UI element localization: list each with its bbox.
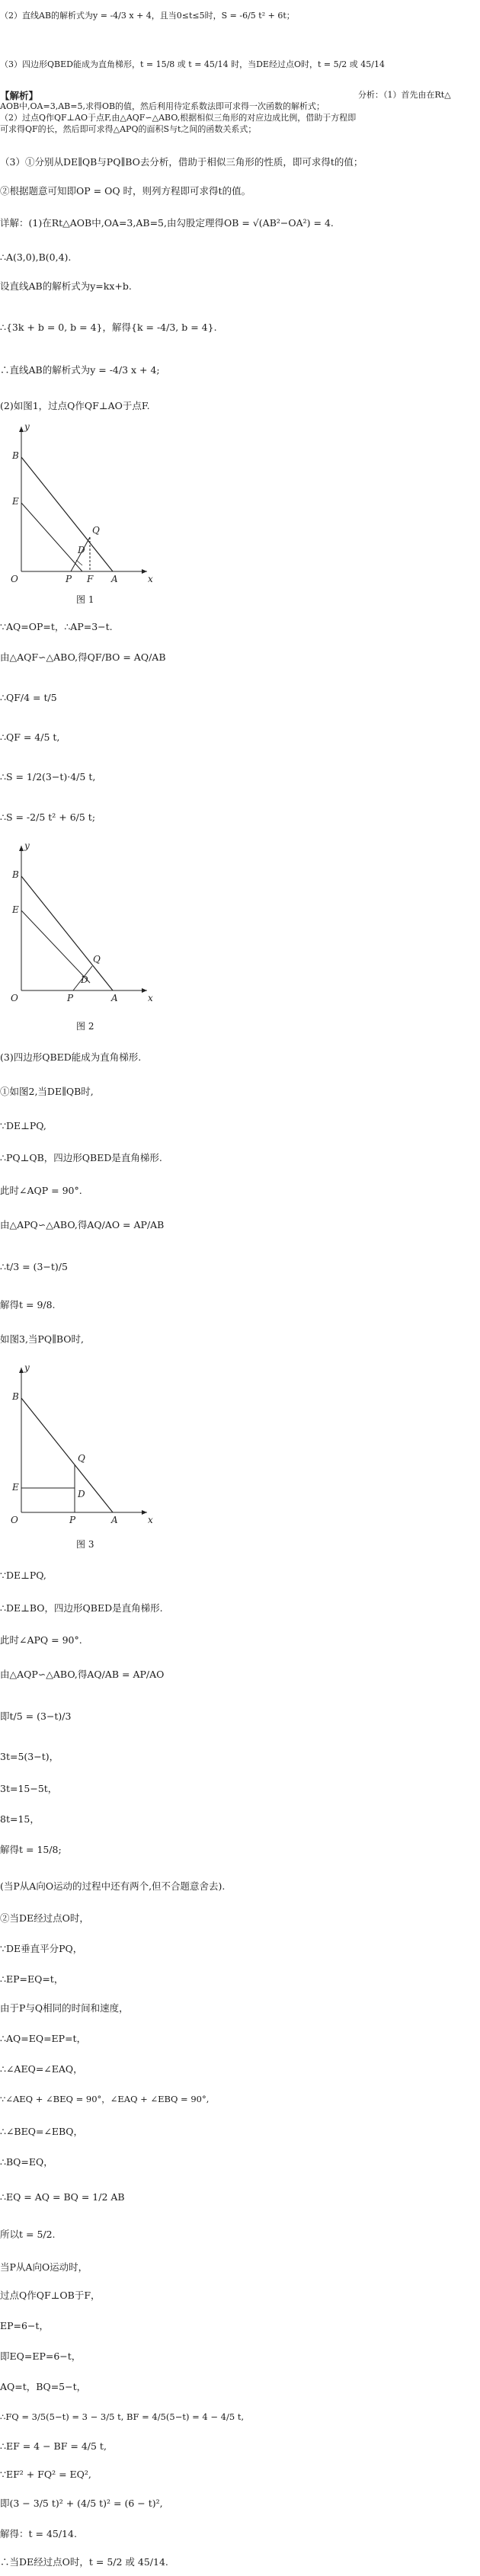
svg-text:O: O xyxy=(11,993,18,1003)
solution-line-42: 所以t = 5/2. xyxy=(0,2229,56,2240)
svg-text:E: E xyxy=(12,1482,19,1493)
figure-3-diagram xyxy=(6,1360,158,1535)
solution-line-5: ∴直线AB的解析式为y = -4/3 x + 4; xyxy=(0,364,160,376)
svg-text:O: O xyxy=(11,1515,18,1525)
svg-text:B: B xyxy=(12,1391,19,1402)
svg-text:F: F xyxy=(87,574,94,584)
svg-text:B: B xyxy=(12,450,19,461)
svg-text:P: P xyxy=(67,993,74,1003)
analysis-line-1: AOB中,OA=3,AB=5,求得OB的值，然后利用待定系数法即可求得一次函数的解析式； xyxy=(0,101,325,111)
solution-line-34: ∴EP=EQ=t， xyxy=(0,1973,64,1985)
svg-text:O: O xyxy=(11,574,18,584)
solution-line-24: 此时∠APQ = 90°. xyxy=(0,1634,82,1646)
solution-line-22: ∵DE⊥PQ, xyxy=(0,1570,46,1581)
solution-line-52: 解得：t = 45/14. xyxy=(0,2528,77,2539)
solution-line-41: ∴EQ = AQ = BQ = 1/2 AB xyxy=(0,2191,125,2203)
solution-line-18: 由△APQ∽△ABO,得AQ/AO = AP/AB xyxy=(0,1219,165,1230)
solution-line-7: ∵AQ=OP=t，∴AP=3−t. xyxy=(0,621,113,632)
svg-text:Q: Q xyxy=(92,525,100,536)
solution-line-28: 3t=15−5t， xyxy=(0,1783,58,1794)
svg-text:B: B xyxy=(12,869,19,880)
solution-line-39: ∴∠BEQ=∠EBQ， xyxy=(0,2126,83,2137)
solution-line-10: ∴QF = 4/5 t, xyxy=(0,731,60,743)
solution-line-32: ②当DE经过点O时， xyxy=(0,1912,89,1924)
solution-line-38: ∵∠AEQ + ∠BEQ = 90°，∠EAQ + ∠EBQ = 90°, xyxy=(0,2094,210,2104)
solution-line-2: ∴A(3,0),B(0,4). xyxy=(0,251,72,263)
solution-line-3: 设直线AB的解析式为y=kx+b. xyxy=(0,280,132,292)
solution-line-19: ∴t/3 = (3−t)/5 xyxy=(0,1261,68,1272)
svg-text:x: x xyxy=(148,1515,153,1525)
svg-text:y: y xyxy=(24,840,30,851)
svg-text:y: y xyxy=(24,1362,30,1373)
svg-text:A: A xyxy=(111,1515,118,1525)
solution-line-50: ∵EF² + FQ² = EQ², xyxy=(0,2469,91,2480)
analysis-line-5: ②根据题意可知即OP = OQ 时，则列方程即可求得t的值。 xyxy=(0,185,251,197)
svg-text:x: x xyxy=(148,993,153,1003)
solution-line-11: ∴S = 1/2(3−t)·4/5 t, xyxy=(0,771,96,782)
solution-line-25: 由△AQP∽△ABO,得AQ/AB = AP/AO xyxy=(0,1669,165,1680)
analysis-intro: 分析：（1）首先由在Rt△ xyxy=(358,90,451,100)
solution-line-21: 如图3,当PQ∥BO时, xyxy=(0,1333,84,1345)
svg-text:P: P xyxy=(69,1515,76,1525)
solution-line-16: ∴PQ⊥QB，四边形QBED是直角梯形. xyxy=(0,1152,162,1163)
svg-text:D: D xyxy=(78,1489,85,1499)
solution-line-51: 即(3 − 3/5 t)² + (4/5 t)² = (6 − t)², xyxy=(0,2498,163,2509)
solution-line-48: ∴FQ = 3/5(5−t) = 3 − 3/5 t, BF = 4/5(5−t) = 4 − 4/5 t, xyxy=(0,2411,245,2422)
svg-text:E: E xyxy=(12,496,19,507)
solution-line-37: ∴∠AEQ=∠EAQ， xyxy=(0,2063,83,2075)
solution-line-15: ∵DE⊥PQ, xyxy=(0,1120,46,1131)
svg-text:x: x xyxy=(148,574,153,584)
svg-text:P: P xyxy=(66,574,72,584)
solution-line-46: 即EQ=EP=6−t， xyxy=(0,2350,82,2362)
analysis-line-4: （3）①分别从DE∥QB与PQ∥BO去分析，借助于相似三角形的性质，即可求得t的值； xyxy=(0,156,363,168)
analysis-line-3: 可求得QF的长，然后即可求得△APQ的面积S与t之间的函数关系式； xyxy=(0,124,257,134)
solution-line-14: ①如图2,当DE∥QB时, xyxy=(0,1086,94,1097)
analysis-line-2: （2）过点Q作QF⊥AO于点F,由△AQF∽△ABO,根据相似三角形的对应边成比例，借助于方程即 xyxy=(0,113,357,123)
answer-line-3: （3）四边形QBED能成为直角梯形，t = 15/8 或 t = 45/14 时，当DE经过点O时，t = 5/2 或 45/14 xyxy=(0,59,385,69)
figure-3-caption: 图 3 xyxy=(76,1539,94,1550)
solution-line-8: 由△AQF∽△ABO,得QF/BO = AQ/AB xyxy=(0,651,166,663)
solution-line-23: ∴DE⊥BO，四边形QBED是直角梯形. xyxy=(0,1602,163,1614)
solution-line-4: ∴{3k + b = 0, b = 4}，解得{k = -4/3, b = 4}. xyxy=(0,322,217,333)
figure-1-caption: 图 1 xyxy=(76,594,94,605)
solution-line-29: 8t=15， xyxy=(0,1813,40,1825)
solution-line-13: (3)四边形QBED能成为直角梯形. xyxy=(0,1051,142,1063)
svg-text:D: D xyxy=(78,545,85,555)
svg-text:Q: Q xyxy=(93,954,101,965)
solution-line-12: ∴S = -2/5 t² + 6/5 t; xyxy=(0,811,96,823)
solution-line-33: ∵DE垂直平分PQ， xyxy=(0,1943,83,1954)
solution-line-6: (2)如图1，过点Q作QF⊥AO于点F. xyxy=(0,400,150,411)
solution-line-43: 当P从A向O运动时， xyxy=(0,2261,88,2273)
solution-line-1: 详解：(1)在Rt△AOB中,OA=3,AB=5,由勾股定理得OB = √(AB²−OA²) = 4. xyxy=(0,217,334,229)
solution-line-47: AQ=t，BQ=5−t， xyxy=(0,2381,87,2392)
figure-2-caption: 图 2 xyxy=(76,1021,94,1032)
solution-line-36: ∴AQ=EQ=EP=t， xyxy=(0,2033,87,2044)
solution-line-17: 此时∠AQP = 90°. xyxy=(0,1185,82,1196)
svg-text:A: A xyxy=(111,993,118,1003)
analysis-heading: 【解析】 xyxy=(0,90,39,101)
solution-line-30: 解得t = 15/8; xyxy=(0,1844,62,1855)
solution-line-45: EP=6−t， xyxy=(0,2320,49,2331)
answer-line-2: （2）直线AB的解析式为y = -4/3 x + 4，且当0≤t≤5时，S = -6/5 t² + 6t； xyxy=(0,11,295,21)
svg-text:E: E xyxy=(12,904,19,915)
solution-line-49: ∴EF = 4 − BF = 4/5 t, xyxy=(0,2440,107,2452)
solution-line-35: 由于P与Q相同的时间和速度， xyxy=(0,2002,129,2014)
figure-1-diagram xyxy=(6,419,158,594)
svg-text:A: A xyxy=(111,574,118,584)
solution-line-20: 解得t = 9/8. xyxy=(0,1299,56,1310)
solution-line-27: 3t=5(3−t)， xyxy=(0,1751,59,1762)
figure-2-diagram xyxy=(6,838,158,1013)
svg-text:D: D xyxy=(81,974,88,985)
solution-line-26: 即t/5 = (3−t)/3 xyxy=(0,1710,72,1722)
svg-text:Q: Q xyxy=(78,1453,85,1464)
solution-line-40: ∴BQ=EQ， xyxy=(0,2156,53,2168)
solution-line-31: (当P从A向O运动的过程中还有两个,但不合题意舍去). xyxy=(0,1880,226,1892)
solution-line-53: ∴当DE经过点O时，t = 5/2 或 45/14. xyxy=(0,2556,168,2568)
svg-text:y: y xyxy=(24,421,30,432)
solution-line-44: 过点Q作QF⊥OB于F， xyxy=(0,2290,101,2301)
solution-line-9: ∴QF/4 = t/5 xyxy=(0,692,57,703)
